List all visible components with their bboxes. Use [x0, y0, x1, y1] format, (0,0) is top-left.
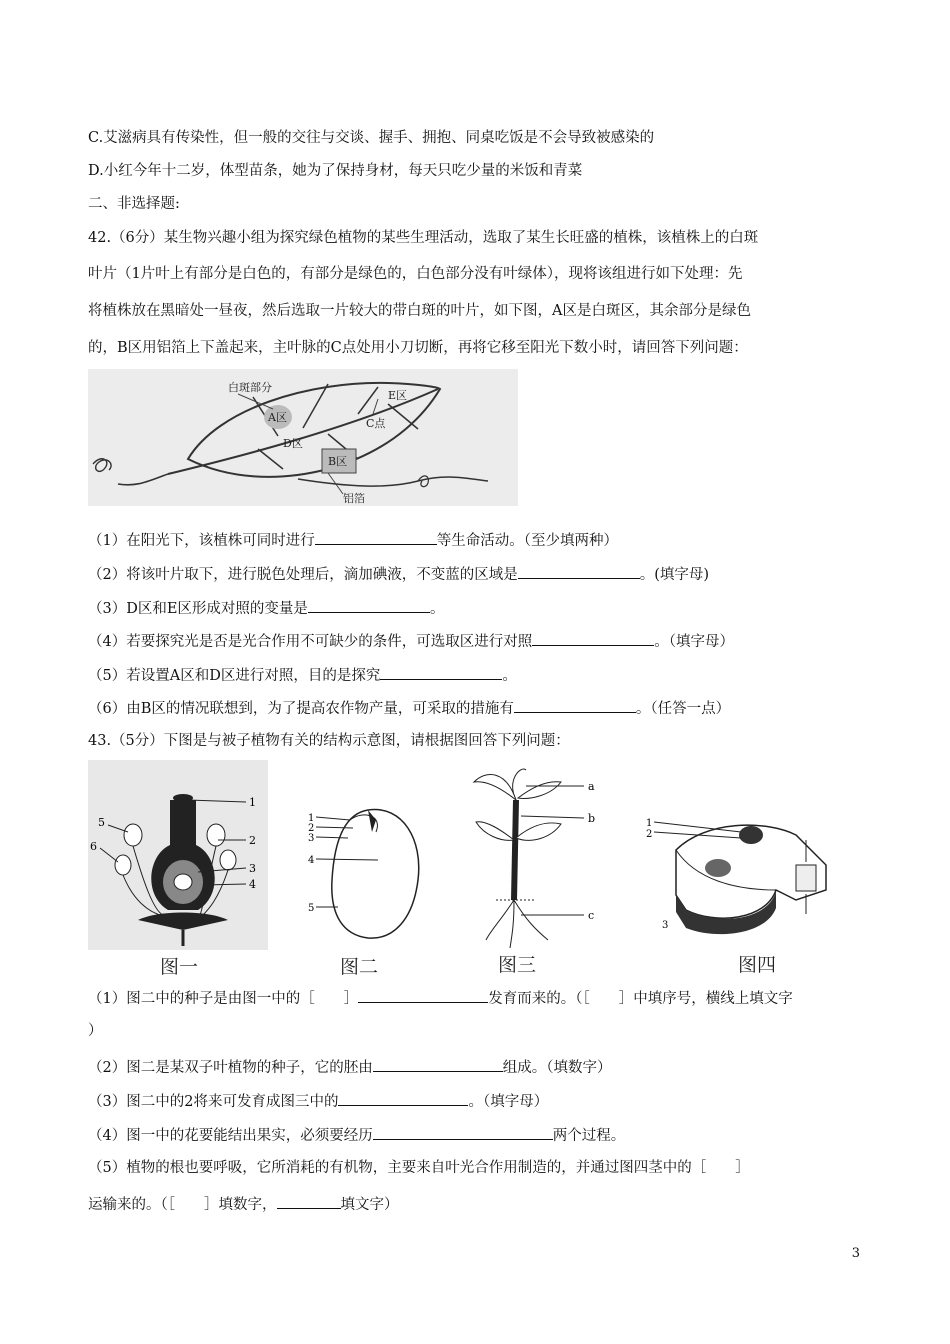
fig2-label-3: 3 [308, 833, 315, 844]
q42-item2-text-b: 。(填字母) [639, 567, 710, 583]
q43-item1-text-a: （1）图二中的种子是由图一中的［ ］ [88, 991, 359, 1007]
answer-blank[interactable] [373, 1056, 503, 1072]
fig3-label-b: b [588, 812, 596, 825]
figure-seed [308, 800, 428, 950]
q43-item2-text-a: （2）图二是某双子叶植物的种子，它的胚由 [88, 1060, 373, 1076]
q43-item4-text-a: （4）图一中的花要能结出果实，必须要经历 [88, 1128, 373, 1144]
q42-item1-text-b: 等生命活动。（至少填两种） [436, 533, 618, 549]
label-zone-a: A区 [268, 411, 287, 424]
q43-item3 [88, 1090, 548, 1112]
q42-item5 [88, 664, 517, 686]
q43-item4-text-b: 两个过程。 [552, 1128, 626, 1144]
q43-item3-text-a: （3）图二中的2将来可发育成图三中的 [88, 1094, 339, 1110]
fig4-label-2: 2 [646, 829, 653, 840]
fig1-label-3: 3 [249, 862, 256, 875]
q43-item5-text-b: 运输来的。（［ ］填数字， [88, 1197, 277, 1213]
q43-stem: 43.（5分）下图是与被子植物有关的结构示意图，请根据图回答下列问题： [88, 733, 570, 749]
option-c: C.艾滋病具有传染性，但一般的交往与交谈、握手、拥抱、同桌吃饭是不会导致被感染的 [88, 130, 655, 146]
answer-blank[interactable] [338, 1090, 468, 1106]
fig3-label-c: c [588, 909, 595, 922]
q43-item1-cont: ） [88, 1023, 103, 1039]
q42-stem-line3: 将植株放在黑暗处一昼夜，然后选取一片较大的带白斑的叶片，如下图，A区是白斑区，其余部分是绿色 [88, 303, 751, 319]
q42-item4-text-a: （4）若要探究光是否是光合作用不可缺少的条件，可选取区进行对照 [88, 634, 533, 650]
q42-item2 [88, 563, 709, 585]
answer-blank[interactable] [532, 630, 654, 646]
label-zone-b: B区 [328, 455, 348, 468]
q43-item5-cont [88, 1193, 399, 1215]
leaf-figure [88, 369, 518, 506]
plant-figures [88, 760, 828, 982]
q42-item4-text-b: 。（填字母） [654, 634, 734, 650]
figure-flower [88, 760, 268, 950]
label-zone-d: D区 [283, 437, 303, 450]
fig3-caption: 图三 [498, 954, 537, 976]
label-zone-e: E区 [388, 389, 408, 402]
label-foil: 铝箔 [343, 492, 365, 505]
q43-item5: （5）植物的根也要呼吸，它所消耗的有机物，主要来自叶光合作用制造的，并通过图四茎中的［ ］ [88, 1160, 750, 1176]
fig1-label-6: 6 [90, 840, 97, 853]
fig4-label-1: 1 [646, 818, 653, 829]
fig2-caption: 图二 [340, 956, 379, 978]
q42-item6-text-b: 。（任答一点） [635, 701, 731, 717]
q43-item1-text-b: 发育而来的。（［ ］中填序号，横线上填文字 [488, 991, 793, 1007]
q43-item2-text-b: 组成。（填数字） [502, 1060, 612, 1076]
figure-seedling [466, 760, 606, 950]
q42-item3-text-b: 。 [429, 601, 445, 617]
q42-item3-text-a: （3）D区和E区形成对照的变量是 [88, 601, 308, 617]
q43-item5-text-c: 填文字） [340, 1197, 399, 1213]
leaf-drawing [88, 369, 518, 506]
figure-stem-section [646, 810, 831, 940]
answer-blank[interactable] [358, 987, 488, 1003]
fig1-label-2: 2 [249, 834, 256, 847]
q42-stem-line1: 42.（6分）某生物兴趣小组为探究绿色植物的某些生理活动，选取了某生长旺盛的植株，该植株上的白斑 [88, 230, 759, 246]
fig2-label-1: 1 [308, 813, 315, 824]
fig4-caption: 图四 [738, 954, 777, 976]
fig1-caption: 图一 [160, 956, 199, 978]
q43-item4 [88, 1124, 625, 1146]
answer-blank[interactable] [308, 597, 430, 613]
fig2-label-4: 4 [308, 855, 315, 866]
answer-blank[interactable] [518, 563, 640, 579]
section-heading: 二、非选择题: [88, 196, 180, 212]
q42-item2-text-a: （2）将该叶片取下，进行脱色处理后，滴加碘液，不变蓝的区域是 [88, 567, 518, 583]
fig4-label-3: 3 [662, 920, 669, 931]
fig1-label-4: 4 [249, 878, 256, 891]
fig3-label-a: a [588, 780, 595, 793]
q42-item5-text-a: （5）若设置A区和D区进行对照，目的是探究 [88, 668, 381, 684]
page-number: 3 [851, 1246, 860, 1261]
label-white-part: 白斑部分 [228, 381, 272, 394]
q43-item1 [88, 987, 793, 1009]
answer-blank[interactable] [277, 1193, 341, 1209]
q42-item4 [88, 630, 734, 652]
q42-stem-line4: 的，B区用铝箔上下盖起来，主叶脉的C点处用小刀切断，再将它移至阳光下数小时，请回答下列问题： [88, 340, 748, 356]
label-point-c: C点 [366, 417, 386, 430]
q42-item6-text-a: （6）由B区的情况联想到，为了提高农作物产量，可采取的措施有 [88, 701, 514, 717]
q42-item3 [88, 597, 444, 619]
q42-item1 [88, 529, 618, 551]
q42-item1-text-a: （1）在阳光下，该植株可同时进行 [88, 533, 315, 549]
q42-stem-line2: 叶片（1片叶上有部分是白色的，有部分是绿色的，白色部分没有叶绿体），现将该组进行如下处理：先 [88, 266, 743, 282]
answer-blank[interactable] [373, 1124, 553, 1140]
q42-item5-text-b: 。 [502, 668, 517, 684]
fig2-label-2: 2 [308, 823, 315, 834]
fig1-label-5: 5 [98, 816, 105, 829]
fig1-label-1: 1 [249, 796, 256, 809]
answer-blank[interactable] [380, 664, 502, 680]
q42-item6 [88, 697, 730, 719]
option-d: D.小红今年十二岁，体型苗条，她为了保持身材，每天只吃少量的米饭和青菜 [88, 163, 583, 179]
fig2-label-5: 5 [308, 903, 315, 914]
answer-blank[interactable] [315, 529, 437, 545]
q43-item2 [88, 1056, 611, 1078]
q43-item3-text-b: 。（填字母） [468, 1094, 549, 1110]
answer-blank[interactable] [514, 697, 636, 713]
